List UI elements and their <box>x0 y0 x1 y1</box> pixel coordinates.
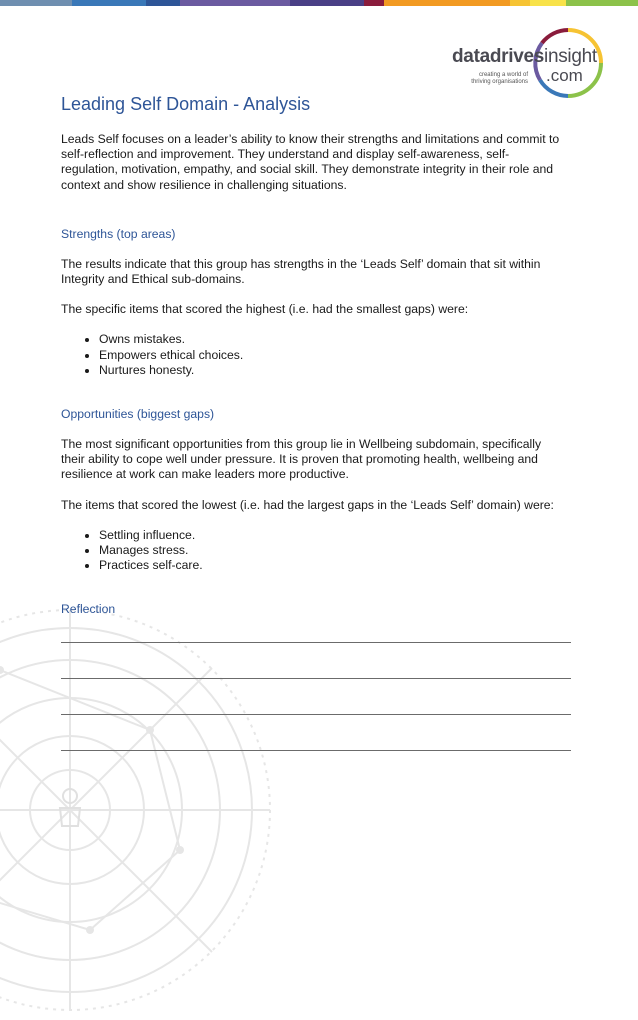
compass-watermark <box>0 600 300 1020</box>
logo-tagline <box>464 72 528 86</box>
color-segment <box>0 0 72 6</box>
strengths-paragraph: The results indicate that this group has strengths in the ‘Leads Self’ domain that sit within Integrity and Ethical sub-domains. <box>61 256 541 287</box>
color-segment <box>72 0 146 6</box>
list-item: • Owns mistakes. <box>99 332 561 347</box>
color-segment <box>510 0 530 6</box>
strengths-heading: Strengths (top areas) <box>61 226 176 241</box>
opportunities-heading: Opportunities (biggest gaps) <box>61 407 215 422</box>
list-item: • Settling influence. <box>99 528 561 543</box>
logo-wordmark-bold: datadrives <box>452 46 545 67</box>
document-body <box>61 94 561 616</box>
color-segment <box>384 0 510 6</box>
list-item: • Manages stress. <box>99 543 561 558</box>
reflection-writing-line[interactable] <box>61 714 571 715</box>
list-item: • Nurtures honesty. <box>99 363 561 378</box>
strengths-list <box>61 332 561 378</box>
logo-domain: .com <box>546 66 583 85</box>
color-segment <box>364 0 384 6</box>
opportunities-list <box>61 528 561 574</box>
color-segment <box>566 0 638 6</box>
logo-wordmark <box>452 46 597 68</box>
color-segment <box>146 0 180 6</box>
opportunities-intro-list: The items that scored the lowest (i.e. had the largest gaps in the ‘Leads Self’ domain) were: <box>61 497 554 512</box>
reflection-writing-line[interactable] <box>61 678 571 679</box>
list-item: • Empowers ethical choices. <box>99 348 561 363</box>
reflection-writing-line[interactable] <box>61 750 571 751</box>
opportunities-paragraph: The most significant opportunities from this group lie in Wellbeing subdomain, specifically their ability to cope well under pressure. It is proven that promoting health, wellbeing and resilience at work can make leaders more productive. <box>61 437 542 482</box>
intro-paragraph: Leads Self focuses on a leader’s ability to know their strengths and limitations and commit to self-reflection and improvement. They understand and display self-awareness, self-regulation, motivation, empathy, and social skill. They demonstrate integrity in their role and context and show resilience in challenging situations. <box>61 132 560 192</box>
logo-wordmark-thin: insight <box>544 46 597 67</box>
color-segment <box>290 0 364 6</box>
page-title: Leading Self Domain - Analysis <box>61 94 311 114</box>
color-segment <box>180 0 290 6</box>
logo-tagline-line: creating a world of <box>478 72 528 78</box>
list-item: • Practices self-care. <box>99 558 561 573</box>
datadrivesinsight-logo <box>450 26 610 100</box>
strengths-intro-list: The specific items that scored the highest (i.e. had the smallest gaps) were: <box>61 302 469 317</box>
reflection-writing-line[interactable] <box>61 642 571 643</box>
reflection-heading: Reflection <box>61 602 116 617</box>
logo-tagline-line: thriving organisations <box>471 79 528 85</box>
top-color-bar <box>0 0 638 6</box>
color-segment <box>530 0 566 6</box>
